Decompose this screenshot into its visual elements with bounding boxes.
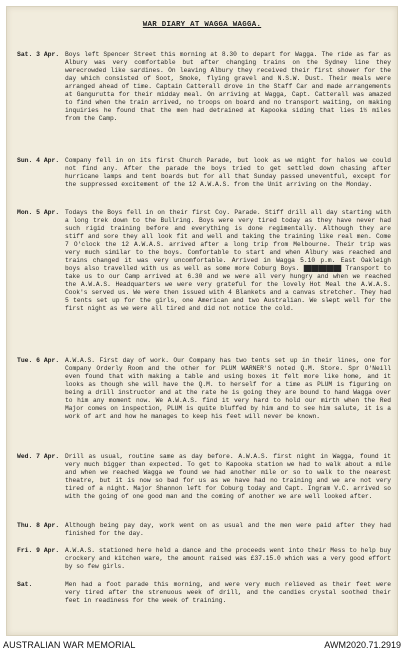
entry-text: Although being pay day, work went on as usual and the men were paid after they had finished for the day. — [65, 522, 391, 537]
entry-date: Sat. — [17, 581, 33, 588]
entry-text: Company fell in on its first Church Parade, but look as we might for halos we could not find any. After the parade the boys tried to get settled down chasing after hurricane lamps and tent boards but for all that Sunday passed uneventful, except for the suppressed excitement of the 12 A.W.A.S. from the Unit arriving on the Monday. — [65, 157, 391, 188]
document-title: WAR DIARY AT WAGGA WAGGA. — [142, 21, 262, 29]
entry-date: Wed. 7 Apr. — [17, 453, 60, 460]
entry-text: Men had a foot parade this morning, and were very much relieved as their feet were very tired after the strenuous week of drill, and the candies crystal soothed their feet in readiness for the week of training. — [65, 581, 391, 604]
entry-date: Sun. 4 Apr. — [17, 157, 60, 164]
entry-date: Tue. 6 Apr. — [17, 357, 60, 364]
entry-text: A.W.A.S. First day of work. Our Company has two tents set up in their lines, one for Company Orderly Room and the other for PLUM WARNER'S noted Q.M. Store. Spr O'Neill even found that with making a table and using boxes it felt more like home, and it looks as though she will have the Q.M. to herself for a time as PLUM is figuring on being a drill instructor and at the rate he is going they are bound to hand Wagga over to him any moment now. We A.W.A.S. find it very hard to hold our mirth when the Red Major comes on inspection, PLUM is quite bluffed by him and to see him salute, it is a work of art and how he manages to keep his feet will never be known. — [65, 357, 391, 420]
document-page — [6, 6, 398, 636]
archive-footer — [0, 639, 405, 653]
entry-text: Drill as usual, routine same as day before. A.W.A.S. first night in Wagga, found it very much bigger than expected. To get to Kapooka station we had to walk about a mile and when we reached Wagga we found we had another mile or so to walk to the nearest theatre, but it is now so bad for us as we have had no training and we are not very tired of a night. Major Shannon left for Coburg today and Capt. Ingram V.C. arrived so with the going of one good man and the coming of another we are well looked after. — [65, 453, 391, 500]
entry-date: Mon. 5 Apr. — [17, 209, 60, 216]
archive-accession-number: AWM2020.71.2919 — [324, 640, 401, 650]
entry-date: Thu. 8 Apr. — [17, 522, 60, 529]
entry-date: Fri. 9 Apr. — [17, 547, 60, 554]
entry-text: Boys left Spencer Street this morning at 8.30 to depart for Wagga. The ride as far as Albury was very comfortable but after changing trains on the Sydney line they werecrowded like sardines. On leaving Albury they received their first shower for the day which consisted of Soot, Smoke, flying gravel and N.S.W. Dust. Their meals were arranged ahead of time. Captain Catterall drove in the Staff Car and made arrangements at Gangurutta for their midday meal. On arriving at Wagga, Capt. Catterall was amazed to find when the train arrived, no troops on board and no transport waiting, on making inquiries he found that the men had detrained at Kapooka siding that lies 1½ miles from the Camp. — [65, 51, 391, 122]
archive-name: AUSTRALIAN WAR MEMORIAL — [3, 640, 136, 650]
entry-text: Todays the Boys fell in on their first Coy. Parade. Stiff drill all day starting with a long trek down to the Bullring. Boys were very tired today as they have never had such rigid training before and everything is done regimentally. Although they are stiff and sore they all look fit and well and taking the training like real men. Come 7 O'clock the 12 A.W.A.S. arrived after a long trip from Melbourne. Their trip was very much similar to the boys. Comfortable to start and when Albury was reached and trains changed it was very uncomfortable. Arrived in Wagga 5.10 p.m. East Oakleigh boys also travelled with us as well as some more Coburg Boys. ██████████ Transport to take us to our Camp arrived at 6.30 and we were all very hungry and when we reached the A.W.A.S. Headquarters we were very grateful for the lovely Hot Meal the A.W.A.S. Cook's served us. We were then issued with 4 Blankets and a canvas stretcher. They had 5 tents set up for the girls, one American and two Australian. We sl̶ept well for the first night as we were all tired and did not notice the cold. — [65, 209, 391, 312]
entry-text: A.W.A.S. stationed here held a dance and the proceeds went into their Mess to help buy crockery and kitchen ware, the amount raised was £37.15.0 which was a very good effort by so few girls. — [65, 547, 391, 570]
entry-date: Sat. 3 Apr. — [17, 51, 60, 58]
